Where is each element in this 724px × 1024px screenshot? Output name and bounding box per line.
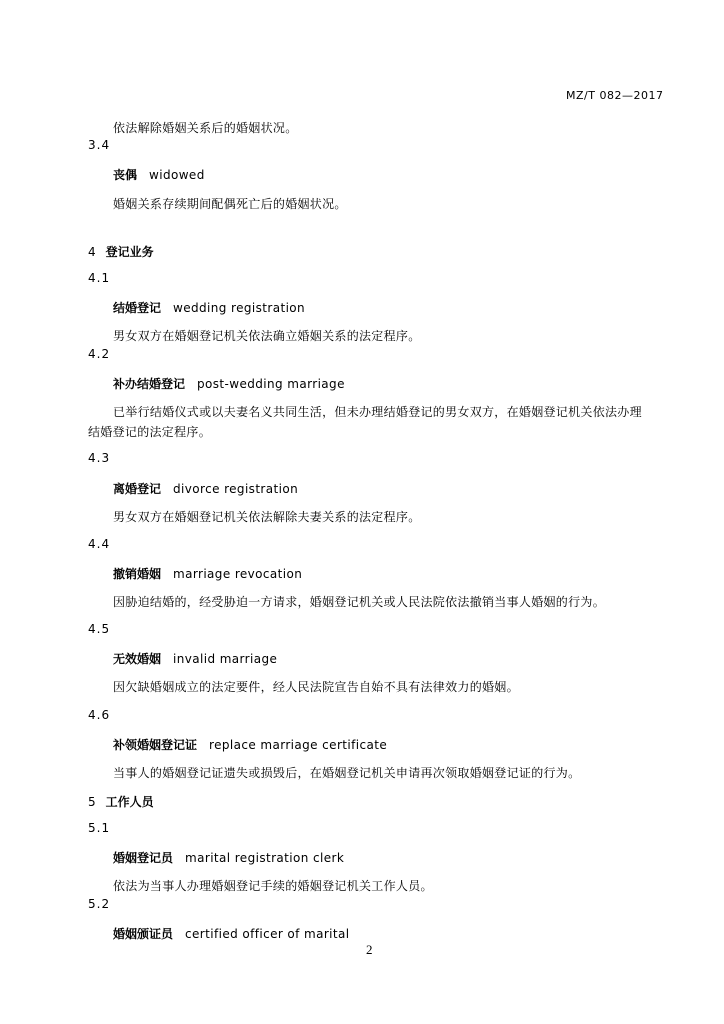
term-english: replace marriage certificate bbox=[209, 738, 388, 752]
term-english: wedding registration bbox=[173, 301, 306, 315]
term-chinese: 无效婚姻 bbox=[113, 652, 162, 666]
term-chinese: 婚姻登记员 bbox=[113, 851, 174, 865]
section-number: 4 bbox=[88, 245, 96, 259]
term-chinese: 补领婚姻登记证 bbox=[113, 738, 198, 752]
clause-number: 4.5 bbox=[88, 622, 111, 636]
term-chinese: 丧偶 bbox=[113, 168, 138, 182]
term-entry bbox=[113, 650, 277, 667]
clause-number: 4.2 bbox=[88, 347, 111, 361]
definition-text-continued: 结婚登记的法定程序。 bbox=[88, 425, 212, 439]
term-chinese: 补办结婚登记 bbox=[113, 377, 186, 391]
definition-text: 已举行结婚仪式或以夫妻名义共同生活，但未办理结婚登记的男女双方，在婚姻登记机关依法办理 bbox=[113, 405, 642, 419]
term-chinese: 离婚登记 bbox=[113, 482, 162, 496]
term-entry bbox=[113, 166, 205, 183]
term-entry bbox=[113, 565, 302, 582]
term-entry bbox=[113, 480, 298, 497]
definition-text: 因胁迫结婚的，经受胁迫一方请求，婚姻登记机关或人民法院依法撤销当事人婚姻的行为。 bbox=[113, 595, 606, 609]
term-english: marital registration clerk bbox=[185, 851, 345, 865]
clause-number: 5.1 bbox=[88, 821, 111, 835]
section-title: 登记业务 bbox=[105, 245, 154, 259]
clause-number: 4.4 bbox=[88, 537, 111, 551]
clause-number: 5.2 bbox=[88, 897, 111, 911]
term-english: invalid marriage bbox=[173, 652, 278, 666]
clause-number: 4.1 bbox=[88, 271, 111, 285]
section-heading bbox=[88, 793, 154, 810]
definition-text: 因欠缺婚姻成立的法定要件，经人民法院宣告自始不具有法律效力的婚姻。 bbox=[113, 680, 519, 694]
definition-text: 男女双方在婚姻登记机关依法确立婚姻关系的法定程序。 bbox=[113, 329, 421, 343]
term-chinese: 撤销婚姻 bbox=[113, 567, 162, 581]
section-title: 工作人员 bbox=[105, 795, 154, 809]
definition-text: 婚姻关系存续期间配偶死亡后的婚姻状况。 bbox=[113, 197, 347, 211]
definition-text: 依法为当事人办理婚姻登记手续的婚姻登记机关工作人员。 bbox=[113, 879, 433, 893]
term-english: divorce registration bbox=[173, 482, 299, 496]
definition-text: 当事人的婚姻登记证遗失或损毁后，在婚姻登记机关申请再次领取婚姻登记证的行为。 bbox=[113, 766, 581, 780]
term-english: post-wedding marriage bbox=[197, 377, 345, 391]
clause-number: 4.3 bbox=[88, 451, 111, 465]
term-english: marriage revocation bbox=[173, 567, 303, 581]
term-entry bbox=[113, 299, 305, 316]
term-entry bbox=[113, 736, 387, 753]
term-chinese: 婚姻颁证员 bbox=[113, 927, 174, 941]
section-heading bbox=[88, 243, 154, 260]
section-number: 5 bbox=[88, 795, 96, 809]
term-entry bbox=[113, 925, 349, 942]
term-entry bbox=[113, 849, 344, 866]
definition-text: 依法解除婚姻关系后的婚姻状况。 bbox=[113, 121, 298, 135]
term-english: certified officer of marital bbox=[185, 927, 350, 941]
term-chinese: 结婚登记 bbox=[113, 301, 162, 315]
document-code: MZ/T 082—2017 bbox=[566, 89, 664, 102]
page-number: 2 bbox=[366, 942, 373, 957]
term-entry bbox=[113, 375, 345, 392]
term-english: widowed bbox=[149, 168, 205, 182]
clause-number: 3.4 bbox=[88, 138, 111, 152]
clause-number: 4.6 bbox=[88, 708, 111, 722]
definition-text: 男女双方在婚姻登记机关依法解除夫妻关系的法定程序。 bbox=[113, 510, 421, 524]
